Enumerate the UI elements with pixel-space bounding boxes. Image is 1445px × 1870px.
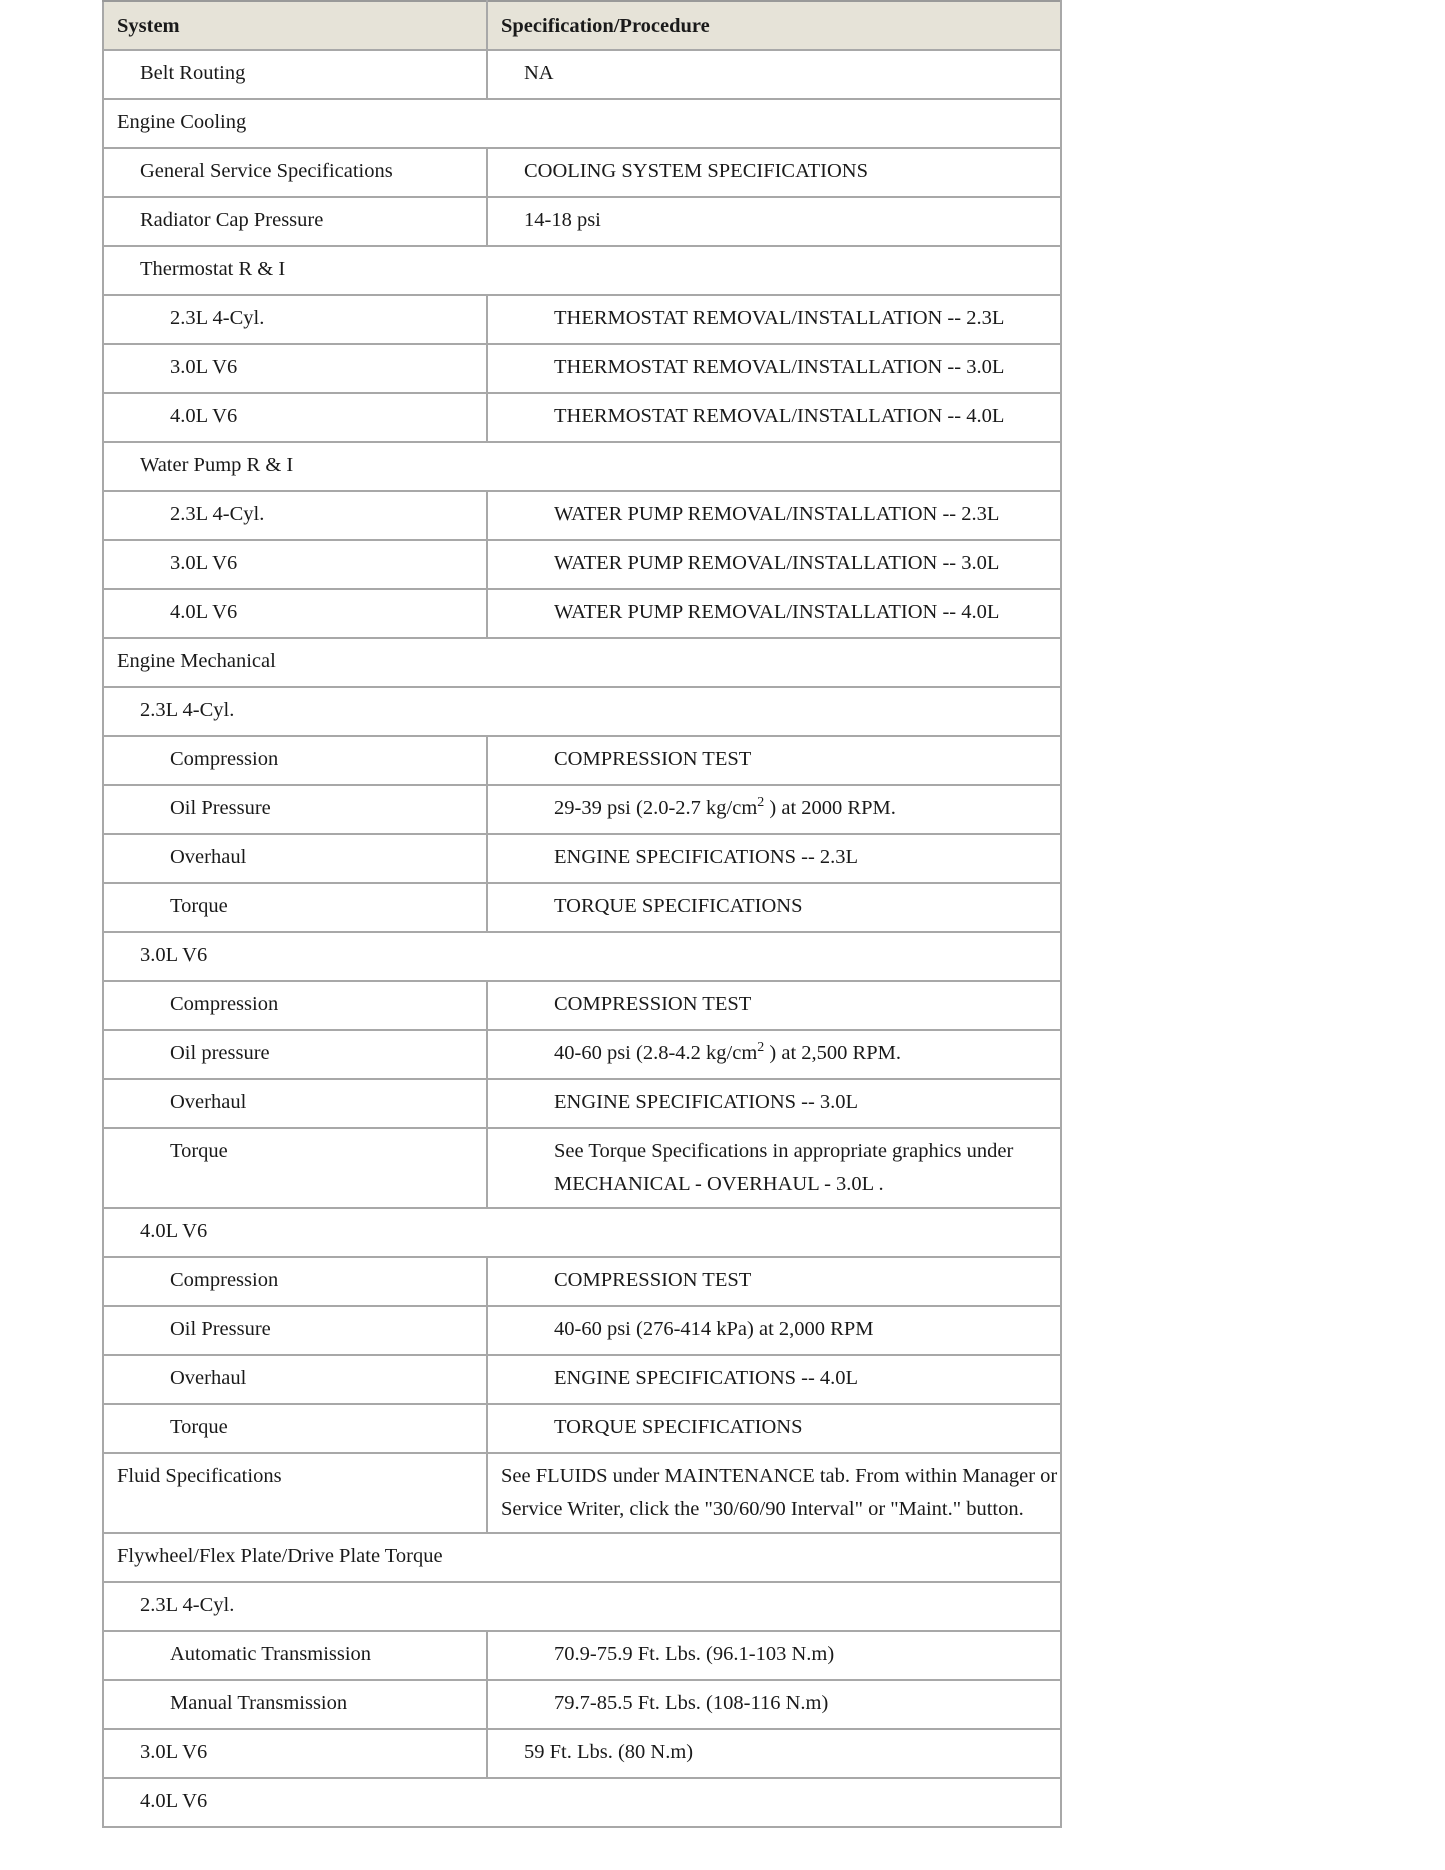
table-row	[103, 295, 1061, 344]
section-row	[103, 246, 1061, 295]
spec-cell: ENGINE SPECIFICATIONS -- 2.3L	[487, 834, 1061, 883]
system-cell: Compression	[103, 736, 487, 785]
spec-cell: 70.9-75.9 Ft. Lbs. (96.1-103 N.m)	[487, 1631, 1061, 1680]
spec-text: 40-60 psi (2.8-4.2 kg/cm	[554, 1042, 758, 1064]
system-cell: Overhaul	[103, 1355, 487, 1404]
section-label: 3.0L V6	[103, 932, 1061, 981]
system-cell: Belt Routing	[103, 50, 487, 99]
system-cell: Torque	[103, 1128, 487, 1208]
spec-cell: 40-60 psi (276-414 kPa) at 2,000 RPM	[487, 1306, 1061, 1355]
header-row	[103, 1, 1061, 50]
table-row	[103, 491, 1061, 540]
spec-table	[102, 0, 1062, 1828]
table-row	[103, 1355, 1061, 1404]
table-row	[103, 1631, 1061, 1680]
spec-cell	[487, 785, 1061, 834]
spec-cell: See Torque Specifications in appropriate graphics under MECHANICAL - OVERHAUL - 3.0L .	[487, 1128, 1061, 1208]
table-row	[103, 540, 1061, 589]
table-row	[103, 1079, 1061, 1128]
system-cell: Torque	[103, 1404, 487, 1453]
table-row	[103, 393, 1061, 442]
spec-cell: COMPRESSION TEST	[487, 981, 1061, 1030]
spec-cell: COMPRESSION TEST	[487, 1257, 1061, 1306]
section-row	[103, 1778, 1061, 1827]
spec-cell: ENGINE SPECIFICATIONS -- 4.0L	[487, 1355, 1061, 1404]
system-cell: Compression	[103, 981, 487, 1030]
section-label: Engine Cooling	[103, 99, 1061, 148]
system-cell: 3.0L V6	[103, 1729, 487, 1778]
spec-cell: ENGINE SPECIFICATIONS -- 3.0L	[487, 1079, 1061, 1128]
system-cell: Automatic Transmission	[103, 1631, 487, 1680]
table-row	[103, 50, 1061, 99]
spec-cell: TORQUE SPECIFICATIONS	[487, 1404, 1061, 1453]
table-row	[103, 148, 1061, 197]
system-cell: Overhaul	[103, 1079, 487, 1128]
section-row	[103, 687, 1061, 736]
table-row	[103, 785, 1061, 834]
spec-text: 29-39 psi (2.0-2.7 kg/cm	[554, 797, 758, 819]
system-cell: 4.0L V6	[103, 589, 487, 638]
section-row	[103, 1208, 1061, 1257]
section-row	[103, 1533, 1061, 1582]
table-row	[103, 883, 1061, 932]
system-cell: Oil pressure	[103, 1030, 487, 1079]
section-row	[103, 99, 1061, 148]
spec-cell: 79.7-85.5 Ft. Lbs. (108-116 N.m)	[487, 1680, 1061, 1729]
section-label: 2.3L 4-Cyl.	[103, 1582, 1061, 1631]
table-row	[103, 344, 1061, 393]
system-cell: 4.0L V6	[103, 393, 487, 442]
section-label: 4.0L V6	[103, 1208, 1061, 1257]
table-row	[103, 1453, 1061, 1533]
system-cell: Oil Pressure	[103, 1306, 487, 1355]
spec-cell: TORQUE SPECIFICATIONS	[487, 883, 1061, 932]
spec-superscript: 2	[757, 795, 765, 810]
spec-cell: 59 Ft. Lbs. (80 N.m)	[487, 1729, 1061, 1778]
header-system: System	[103, 1, 487, 50]
section-label: Water Pump R & I	[103, 442, 1061, 491]
system-cell: 2.3L 4-Cyl.	[103, 491, 487, 540]
spec-cell: COOLING SYSTEM SPECIFICATIONS	[487, 148, 1061, 197]
section-row	[103, 932, 1061, 981]
system-cell: Fluid Specifications	[103, 1453, 487, 1533]
spec-cell: THERMOSTAT REMOVAL/INSTALLATION -- 3.0L	[487, 344, 1061, 393]
spec-text-after: ) at 2000 RPM.	[764, 797, 896, 819]
table-row	[103, 1404, 1061, 1453]
spec-cell: COMPRESSION TEST	[487, 736, 1061, 785]
section-label: Thermostat R & I	[103, 246, 1061, 295]
spec-cell: THERMOSTAT REMOVAL/INSTALLATION -- 2.3L	[487, 295, 1061, 344]
system-cell: 3.0L V6	[103, 540, 487, 589]
table-row	[103, 1729, 1061, 1778]
section-label: 2.3L 4-Cyl.	[103, 687, 1061, 736]
section-row	[103, 638, 1061, 687]
system-cell: Manual Transmission	[103, 1680, 487, 1729]
system-cell: Overhaul	[103, 834, 487, 883]
table-row	[103, 834, 1061, 883]
table-row	[103, 736, 1061, 785]
table-row	[103, 1306, 1061, 1355]
section-label: Flywheel/Flex Plate/Drive Plate Torque	[103, 1533, 1061, 1582]
spec-cell: See FLUIDS under MAINTENANCE tab. From within Manager or Service Writer, click the "30/60/90 Interval" or "Maint." button.	[487, 1453, 1061, 1533]
table-row	[103, 589, 1061, 638]
system-cell: Compression	[103, 1257, 487, 1306]
system-cell: Radiator Cap Pressure	[103, 197, 487, 246]
table-row	[103, 1128, 1061, 1208]
table-row	[103, 1680, 1061, 1729]
table-row	[103, 1030, 1061, 1079]
section-label: Engine Mechanical	[103, 638, 1061, 687]
system-cell: 2.3L 4-Cyl.	[103, 295, 487, 344]
spec-superscript: 2	[757, 1040, 765, 1055]
spec-cell: THERMOSTAT REMOVAL/INSTALLATION -- 4.0L	[487, 393, 1061, 442]
system-cell: General Service Specifications	[103, 148, 487, 197]
spec-text-after: ) at 2,500 RPM.	[764, 1042, 901, 1064]
table-row	[103, 981, 1061, 1030]
system-cell: 3.0L V6	[103, 344, 487, 393]
spec-cell: 14-18 psi	[487, 197, 1061, 246]
section-label: 4.0L V6	[103, 1778, 1061, 1827]
spec-cell: WATER PUMP REMOVAL/INSTALLATION -- 3.0L	[487, 540, 1061, 589]
table-row	[103, 1257, 1061, 1306]
system-cell: Torque	[103, 883, 487, 932]
spec-cell: NA	[487, 50, 1061, 99]
section-row	[103, 442, 1061, 491]
table-row	[103, 197, 1061, 246]
header-spec: Specification/Procedure	[487, 1, 1061, 50]
spec-cell	[487, 1030, 1061, 1079]
spec-cell: WATER PUMP REMOVAL/INSTALLATION -- 4.0L	[487, 589, 1061, 638]
table-body	[103, 50, 1061, 1827]
spec-cell: WATER PUMP REMOVAL/INSTALLATION -- 2.3L	[487, 491, 1061, 540]
section-row	[103, 1582, 1061, 1631]
system-cell: Oil Pressure	[103, 785, 487, 834]
